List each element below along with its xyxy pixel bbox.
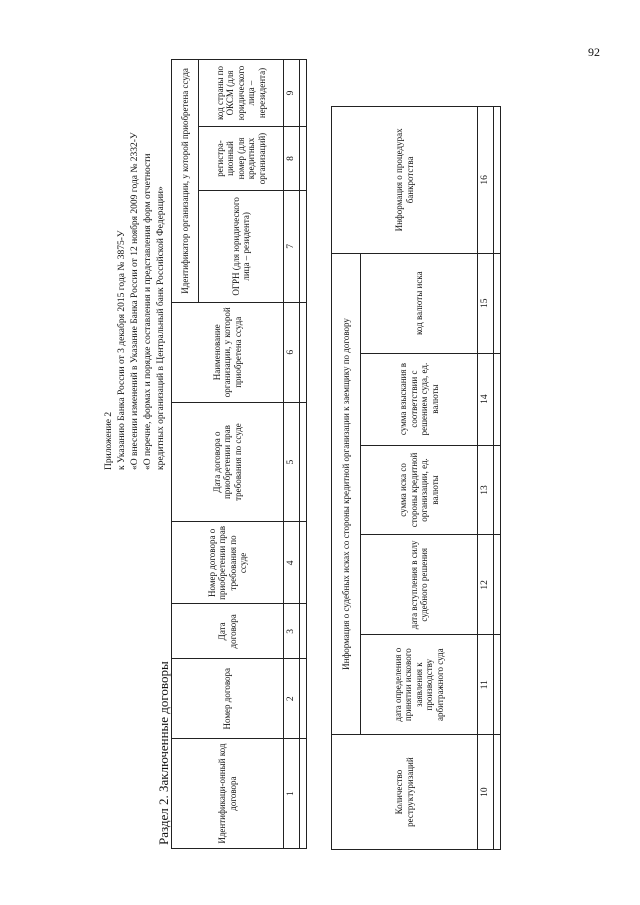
empty-cell (494, 535, 501, 635)
column-number: 3 (284, 604, 300, 659)
header-contract-date: Дата договора (172, 604, 284, 659)
column-number: 10 (478, 735, 494, 850)
appendix-line-4: «О перечне, формах и порядке составления и представления форм отчетности (143, 153, 153, 470)
appendix-line-5: кредитных организаций в Центральный банк Российской Федерации» (156, 186, 166, 470)
column-number: 8 (284, 127, 300, 191)
section-title: Раздел 2. Заключенные договоры (156, 661, 171, 845)
empty-cell (300, 402, 307, 522)
header-organization-name: Наименование организации, у которой приобретена ссуда (172, 302, 284, 402)
header-claim-currency: код валюты иска (361, 253, 478, 353)
header-country-code: код страны по ОКСМ (для юридического лица – нерезидента) (199, 60, 284, 127)
empty-cell (300, 522, 307, 604)
header-recovery-amount: сумма взыскания в соответствии с решением суда, ед. валюты (361, 353, 478, 445)
empty-cell (300, 739, 307, 849)
column-number: 2 (284, 659, 300, 739)
column-number: 7 (284, 191, 300, 303)
column-number: 13 (478, 445, 494, 535)
empty-cell (300, 127, 307, 191)
empty-cell (494, 253, 501, 353)
empty-cell (494, 635, 501, 735)
contracts-table (171, 59, 307, 849)
empty-cell (300, 604, 307, 659)
header-restructurings: Количество реструктуризаций (332, 735, 478, 850)
column-number: 1 (284, 739, 300, 849)
lawsuits-table (331, 106, 501, 850)
empty-cell (494, 735, 501, 850)
header-judgment-effective-date: дата вступления в силу судебного решения (361, 535, 478, 635)
header-registration-number: регистра-ционный номер (для кредитных организаций) (199, 127, 284, 191)
header-ogrn: ОГРН (для юридического лица – резидента) (199, 191, 284, 303)
header-organization-identifier: Идентификатор организации, у которой приобретена ссуда (172, 60, 199, 303)
empty-cell (494, 107, 501, 254)
appendix-line-2: к Указанию Банка России от 3 декабря 2015 года № 3875-У (117, 230, 127, 470)
appendix-header (103, 132, 168, 470)
header-acquisition-date: Дата договора о приобретении прав требования по ссуде (172, 402, 284, 522)
empty-cell (494, 445, 501, 535)
column-number: 6 (284, 302, 300, 402)
column-number: 15 (478, 253, 494, 353)
column-number: 4 (284, 522, 300, 604)
column-number: 5 (284, 402, 300, 522)
header-bankruptcy-info: Информация о процедурах банкротства (332, 107, 478, 254)
header-acquisition-number: Номер договора о приобретении прав требования по ссуде (172, 522, 284, 604)
empty-cell (494, 353, 501, 445)
empty-cell (300, 60, 307, 127)
column-number: 9 (284, 60, 300, 127)
page-number: 92 (588, 45, 600, 59)
header-lawsuits-info: Информация о судебных исках со стороны кредитной организации к заемщику по договору (332, 253, 361, 734)
header-contract-id: Идентификаци-онный код договора (172, 739, 284, 849)
column-number: 11 (478, 635, 494, 735)
column-number: 12 (478, 535, 494, 635)
header-contract-number: Номер договора (172, 659, 284, 739)
empty-cell (300, 659, 307, 739)
column-number: 14 (478, 353, 494, 445)
appendix-line-1: Приложение 2 (104, 411, 114, 470)
header-claim-acceptance-date: дата определения о принятии искового заявления к производству арбитражного суда (361, 635, 478, 735)
header-claim-amount: сумма иска со стороны кредитной организации, ед. валюты (361, 445, 478, 535)
column-number: 16 (478, 107, 494, 254)
empty-cell (300, 302, 307, 402)
empty-cell (300, 191, 307, 303)
appendix-line-3: «О внесении изменений в Указание Банка России от 12 ноября 2009 года № 2332-У (130, 132, 140, 470)
